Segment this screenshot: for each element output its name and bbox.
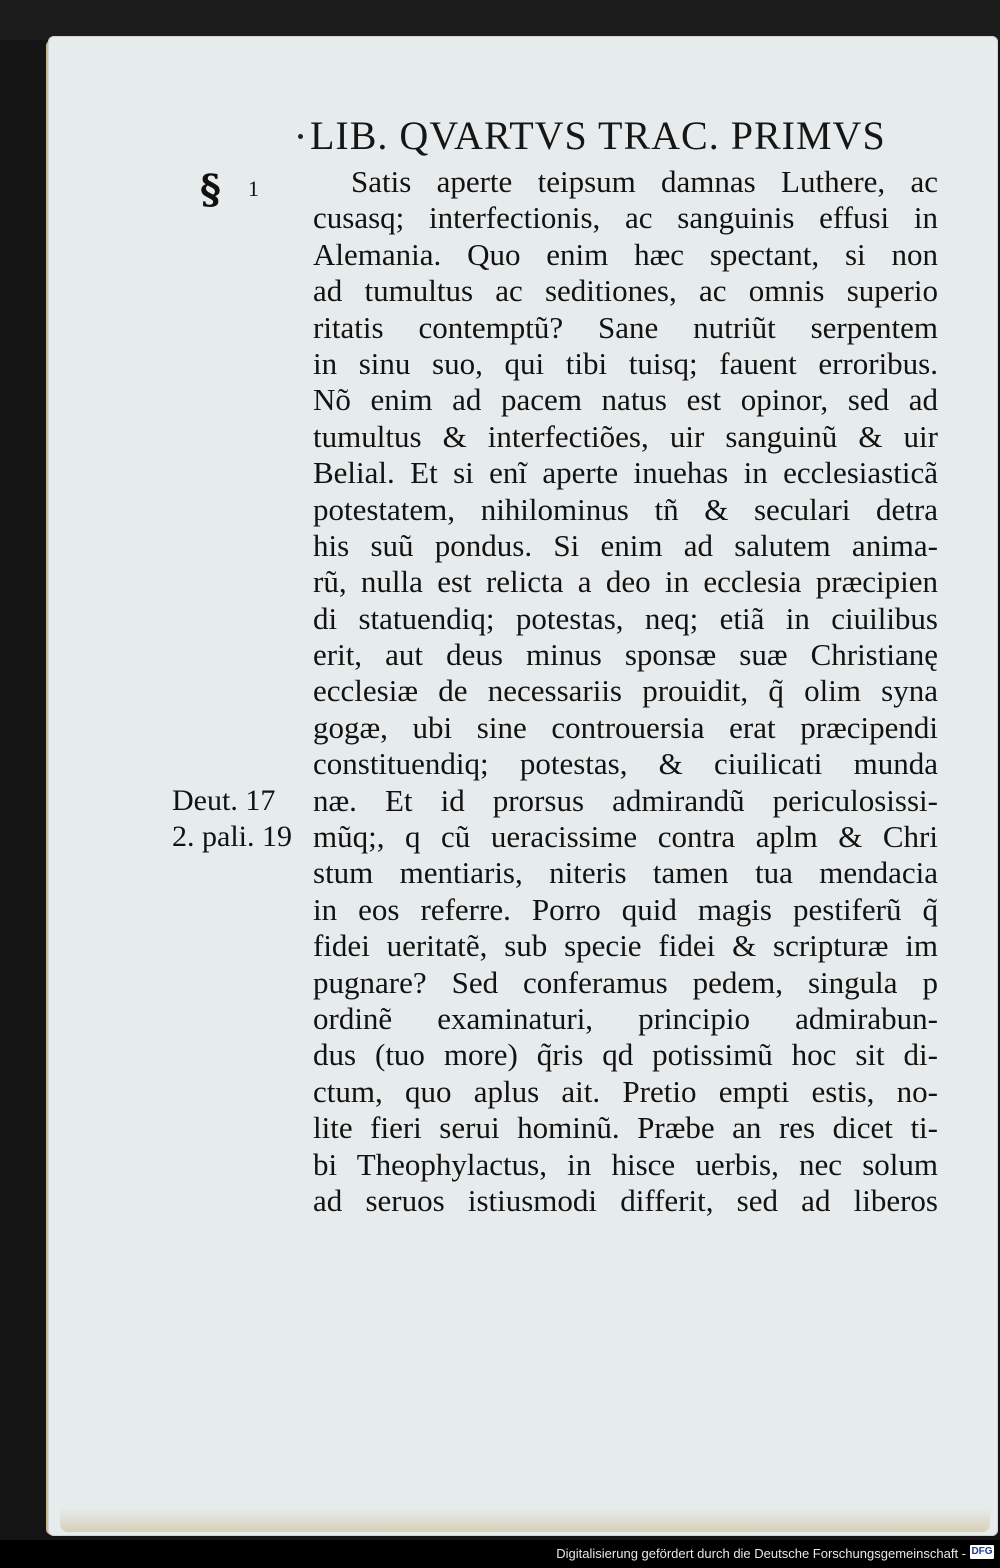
- text-line: Belial. Et si enĩ aperte inuehas in ecclesiasticã: [313, 455, 938, 491]
- footer-credit: Digitalisierung gefördert durch die Deutsche Forschungsgemeinschaft -: [556, 1546, 966, 1561]
- text-line: ad tumultus ac seditiones, ac omnis superio: [313, 273, 938, 309]
- text-line: potestatem, nihilominus tñ & seculari detra: [313, 491, 938, 527]
- text-line: næ. Et id prorsus admirandũ periculosissi-: [313, 782, 938, 818]
- text-line: Satis aperte teipsum damnas Luthere, ac: [351, 164, 938, 199]
- text-line: in sinu suo, qui tibi tuisq; fauent erroribus.: [313, 345, 938, 381]
- text-line: lite fieri serui hominũ. Præbe an res dicet ti-: [313, 1110, 938, 1146]
- text-line: his suũ pondus. Si enim ad salutem anima-: [313, 527, 938, 563]
- margin-note: Deut. 17: [172, 783, 276, 817]
- text-line: pugnare? Sed conferamus pedem, singula p: [313, 964, 938, 1000]
- text-line: tumultus & interfectiões, uir sanguinũ & uir: [313, 418, 938, 454]
- section-mark: §: [200, 166, 221, 213]
- text-line: ordinẽ examinaturi, principio admirabun-: [313, 1000, 938, 1036]
- text-line: Alemania. Quo enim hæc spectant, si non: [313, 236, 938, 272]
- text-line: stum mentiaris, niteris tamen tua mendacia: [313, 855, 938, 891]
- text-line: dus (tuo more) q̃ris qd potissimũ hoc sit di-: [313, 1037, 938, 1073]
- text-line: cusasq; interfectionis, ac sanguinis effusi in: [313, 200, 938, 236]
- text-line: Nõ enim ad pacem natus est opinor, sed ad: [313, 382, 938, 418]
- text-line: ecclesiæ de necessariis prouidit, q̃ olim syna: [313, 673, 938, 709]
- text-line: mũq;, q cũ ueracissime contra aplm & Chri: [313, 819, 938, 855]
- text-line: fidei ueritatẽ, sub specie fidei & scripturæ im: [313, 928, 938, 964]
- text-line: bi Theophylactus, in hisce uerbis, nec solum: [313, 1146, 938, 1182]
- text-line: ad seruos istiusmodi differit, sed ad liberos: [313, 1182, 938, 1218]
- body-text: [313, 164, 938, 1219]
- text-line: in eos referre. Porro quid magis pestiferũ q̃: [313, 891, 938, 927]
- text-line: constituendiq; potestas, & ciuilicati munda: [313, 746, 938, 782]
- margin-note: 2. pali. 19: [172, 820, 292, 854]
- page-bottom-edge: [60, 1508, 990, 1532]
- text-line: gogæ, ubi sine controuersia erat præcipendi: [313, 709, 938, 745]
- running-head: LIB. QVARTVS TRAC. PRIMVS: [310, 113, 886, 158]
- text-line: rũ, nulla est relicta a deo in ecclesia præcipien: [313, 564, 938, 600]
- text-line: di statuendiq; potestas, neq; etiã in ciuilibus: [313, 600, 938, 636]
- text-line: ctum, quo aplus ait. Pretio empti estis, no-: [313, 1073, 938, 1109]
- dfg-logo: DFG: [971, 1546, 993, 1557]
- text-line: erit, aut deus minus sponsæ suæ Christianę: [313, 637, 938, 673]
- text-line: ritatis contemptũ? Sane nutriũt serpentem: [313, 309, 938, 345]
- running-head-dot: [298, 134, 303, 139]
- section-number: 1: [248, 176, 259, 201]
- scan-background-top: [0, 0, 1000, 40]
